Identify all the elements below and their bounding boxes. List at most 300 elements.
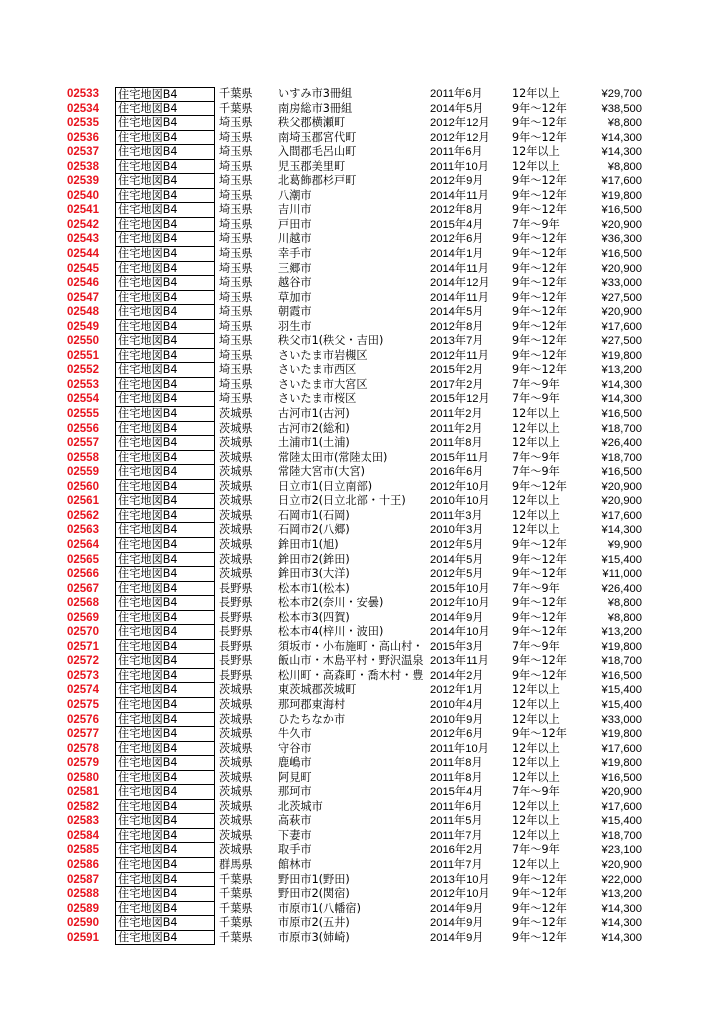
edition-date: 2011年5月	[430, 815, 483, 828]
age-range: 9年～12年	[512, 537, 567, 551]
price: ¥18,700	[601, 422, 642, 435]
table-row	[0, 218, 724, 233]
age-range: 9年～12年	[512, 232, 567, 246]
table-row	[0, 625, 724, 640]
prefecture: 茨城県	[219, 494, 253, 508]
item-code: 02581	[67, 786, 99, 799]
price: ¥20,900	[601, 218, 642, 231]
age-range: 9年～12年	[512, 887, 567, 901]
product-type: 住宅地図B4	[115, 785, 215, 800]
table-row	[0, 523, 724, 538]
price: ¥11,000	[602, 568, 642, 581]
prefecture: 茨城県	[219, 697, 253, 711]
prefecture: 埼玉県	[219, 305, 253, 319]
area-name: さいたま市西区	[278, 363, 357, 377]
edition-date: 2011年6月	[430, 146, 483, 159]
area-name: 石岡市2(八郷)	[278, 523, 350, 537]
age-range: 7年～9年	[512, 785, 560, 799]
age-range: 9年～12年	[512, 625, 567, 639]
age-range: 9年～12年	[512, 668, 567, 682]
age-range: 12年以上	[512, 770, 560, 784]
prefecture: 茨城県	[219, 799, 253, 813]
edition-date: 2011年2月	[430, 422, 483, 435]
table-row	[0, 742, 724, 757]
age-range: 9年～12年	[512, 872, 567, 886]
item-code: 02584	[67, 829, 99, 842]
area-name: 市原市1(八幡宿)	[278, 901, 361, 915]
product-type: 住宅地図B4	[115, 203, 215, 218]
area-name: 川越市	[278, 232, 312, 246]
area-name: 高萩市	[278, 814, 312, 828]
age-range: 9年～12年	[512, 334, 567, 348]
area-name: さいたま市大宮区	[278, 377, 368, 391]
edition-date: 2013年7月	[430, 335, 484, 348]
edition-date: 2012年6月	[430, 233, 484, 246]
table-row	[0, 451, 724, 466]
edition-date: 2014年11月	[430, 262, 489, 275]
age-range: 9年～12年	[512, 610, 567, 624]
prefecture: 茨城県	[219, 727, 253, 741]
age-range: 7年～9年	[512, 450, 560, 464]
product-type: 住宅地図B4	[115, 334, 215, 349]
age-range: 12年以上	[512, 814, 560, 828]
prefecture: 千葉県	[219, 901, 253, 915]
table-row	[0, 262, 724, 277]
price: ¥15,400	[601, 698, 642, 711]
prefecture: 茨城県	[219, 523, 253, 537]
price: ¥14,300	[601, 131, 642, 144]
price: ¥36,300	[601, 233, 642, 246]
product-type: 住宅地図B4	[115, 407, 215, 422]
item-code: 02536	[67, 131, 99, 144]
age-range: 7年～9年	[512, 465, 560, 479]
area-name: 下妻市	[278, 828, 312, 842]
price: ¥15,400	[601, 815, 642, 828]
table-row	[0, 538, 724, 553]
edition-date: 2014年9月	[430, 917, 484, 930]
product-type: 住宅地図B4	[115, 363, 215, 378]
item-code: 02552	[67, 364, 99, 377]
prefecture: 茨城県	[219, 537, 253, 551]
edition-date: 2010年9月	[430, 713, 484, 726]
product-type: 住宅地図B4	[115, 509, 215, 524]
product-type: 住宅地図B4	[115, 916, 215, 931]
area-name: 鉾田市2(鉾田)	[278, 552, 350, 566]
price: ¥38,500	[601, 102, 642, 115]
age-range: 12年以上	[512, 741, 560, 755]
item-code: 02587	[67, 873, 99, 886]
age-range: 9年～12年	[512, 727, 567, 741]
edition-date: 2011年8月	[430, 437, 483, 450]
edition-date: 2014年2月	[430, 669, 484, 682]
prefecture: 茨城県	[219, 407, 253, 421]
item-code: 02586	[67, 858, 99, 871]
age-range: 9年～12年	[512, 116, 567, 130]
age-range: 7年～9年	[512, 217, 560, 231]
area-name: 飯山市・木島平村・野沢温泉	[278, 654, 424, 668]
age-range: 9年～12年	[512, 348, 567, 362]
age-range: 9年～12年	[512, 101, 567, 115]
price: ¥16,500	[601, 771, 642, 784]
prefecture: 埼玉県	[219, 377, 253, 391]
prefecture: 埼玉県	[219, 276, 253, 290]
item-code: 02560	[67, 480, 99, 493]
product-type: 住宅地図B4	[115, 232, 215, 247]
edition-date: 2012年10月	[430, 480, 490, 493]
price: ¥17,600	[601, 742, 642, 755]
prefecture: 茨城県	[219, 508, 253, 522]
area-name: 鹿嶋市	[278, 756, 312, 770]
prefecture: 埼玉県	[219, 319, 253, 333]
prefecture: 長野県	[219, 596, 253, 610]
edition-date: 2012年10月	[430, 888, 490, 901]
product-type: 住宅地図B4	[115, 800, 215, 815]
price: ¥17,600	[601, 509, 642, 522]
age-range: 9年～12年	[512, 174, 567, 188]
area-name: 牛久市	[278, 727, 312, 741]
item-code: 02574	[67, 684, 99, 697]
item-code: 02553	[67, 378, 99, 391]
product-type: 住宅地図B4	[115, 829, 215, 844]
area-name: さいたま市桜区	[278, 392, 357, 406]
table-row	[0, 320, 724, 335]
area-name: 野田市1(野田)	[278, 872, 350, 886]
price: ¥20,900	[601, 262, 642, 275]
prefecture: 埼玉県	[219, 116, 253, 130]
price: ¥15,400	[601, 684, 642, 697]
product-type: 住宅地図B4	[115, 465, 215, 480]
price: ¥8,800	[607, 597, 642, 610]
edition-date: 2014年5月	[430, 102, 484, 115]
edition-date: 2014年11月	[430, 291, 489, 304]
product-type: 住宅地図B4	[115, 392, 215, 407]
product-type: 住宅地図B4	[115, 713, 215, 728]
item-code: 02573	[67, 669, 99, 682]
table-row	[0, 596, 724, 611]
price: ¥8,800	[607, 160, 642, 173]
age-range: 7年～9年	[512, 843, 560, 857]
age-range: 9年～12年	[512, 479, 567, 493]
area-name: 常陸太田市(常陸太田)	[278, 450, 388, 464]
table-row	[0, 902, 724, 917]
price: ¥20,900	[601, 786, 642, 799]
edition-date: 2010年3月	[430, 524, 484, 537]
area-name: 鉾田市3(大洋)	[278, 567, 350, 581]
prefecture: 埼玉県	[219, 247, 253, 261]
item-code: 02555	[67, 408, 99, 421]
item-code: 02539	[67, 175, 99, 188]
price: ¥20,900	[601, 495, 642, 508]
prefecture: 長野県	[219, 625, 253, 639]
prefecture: 千葉県	[219, 916, 253, 930]
price: ¥27,500	[601, 335, 642, 348]
age-range: 12年以上	[512, 145, 560, 159]
age-range: 9年～12年	[512, 916, 567, 930]
area-name: 石岡市1(石岡)	[278, 508, 350, 522]
prefecture: 埼玉県	[219, 261, 253, 275]
age-range: 9年～12年	[512, 247, 567, 261]
table-row	[0, 392, 724, 407]
item-code: 02542	[67, 218, 99, 231]
prefecture: 茨城県	[219, 770, 253, 784]
table-row	[0, 640, 724, 655]
product-type: 住宅地図B4	[115, 523, 215, 538]
prefecture: 茨城県	[219, 436, 253, 450]
area-name: 八潮市	[278, 188, 312, 202]
item-code: 02571	[67, 640, 99, 653]
table-row	[0, 916, 724, 931]
price: ¥19,800	[601, 728, 642, 741]
area-name: 三郷市	[278, 261, 312, 275]
item-code: 02579	[67, 757, 99, 770]
area-name: 那珂市	[278, 785, 312, 799]
area-name: 館林市	[278, 857, 312, 871]
item-code: 02562	[67, 509, 99, 522]
price: ¥13,200	[601, 888, 642, 901]
table-row	[0, 189, 724, 204]
price: ¥17,600	[601, 800, 642, 813]
age-range: 12年以上	[512, 697, 560, 711]
table-row	[0, 727, 724, 742]
product-type: 住宅地図B4	[115, 436, 215, 451]
product-type: 住宅地図B4	[115, 480, 215, 495]
age-range: 9年～12年	[512, 261, 567, 275]
price: ¥19,800	[601, 349, 642, 362]
product-type: 住宅地図B4	[115, 320, 215, 335]
area-name: 松本市4(梓川・波田)	[278, 625, 384, 639]
area-name: 秩父郡横瀬町	[278, 116, 346, 130]
item-code: 02538	[67, 160, 99, 173]
product-type: 住宅地図B4	[115, 494, 215, 509]
table-row	[0, 654, 724, 669]
item-code: 02545	[67, 262, 99, 275]
product-type: 住宅地図B4	[115, 291, 215, 306]
product-type: 住宅地図B4	[115, 683, 215, 698]
age-range: 9年～12年	[512, 654, 567, 668]
item-code: 02580	[67, 771, 99, 784]
item-code: 02567	[67, 582, 99, 595]
table-row	[0, 713, 724, 728]
item-code: 02547	[67, 291, 99, 304]
price: ¥16,500	[601, 204, 642, 217]
product-type: 住宅地図B4	[115, 596, 215, 611]
product-type: 住宅地図B4	[115, 451, 215, 466]
edition-date: 2012年12月	[430, 131, 490, 144]
product-type: 住宅地図B4	[115, 887, 215, 902]
table-row	[0, 683, 724, 698]
age-range: 12年以上	[512, 436, 560, 450]
table-row	[0, 931, 724, 946]
product-type: 住宅地図B4	[115, 174, 215, 189]
price: ¥20,900	[601, 858, 642, 871]
product-type: 住宅地図B4	[115, 218, 215, 233]
prefecture: 埼玉県	[219, 188, 253, 202]
table-row	[0, 102, 724, 117]
prefecture: 埼玉県	[219, 290, 253, 304]
table-row	[0, 814, 724, 829]
price: ¥13,200	[601, 364, 642, 377]
area-name: 日立市2(日立北部・十王)	[278, 494, 406, 508]
edition-date: 2016年6月	[430, 466, 484, 479]
price: ¥33,000	[601, 277, 642, 290]
edition-date: 2014年9月	[430, 931, 484, 944]
product-type: 住宅地図B4	[115, 189, 215, 204]
table-row	[0, 785, 724, 800]
item-code: 02544	[67, 248, 99, 261]
table-row	[0, 116, 724, 131]
area-name: 秩父市1(秩父・吉田)	[278, 334, 384, 348]
item-code: 02577	[67, 728, 99, 741]
table-row	[0, 160, 724, 175]
item-code: 02576	[67, 713, 99, 726]
product-type: 住宅地図B4	[115, 116, 215, 131]
price: ¥26,400	[601, 437, 642, 450]
area-name: 北葛飾郡杉戸町	[278, 174, 357, 188]
item-code: 02568	[67, 597, 99, 610]
product-type: 住宅地図B4	[115, 669, 215, 684]
table-row	[0, 800, 724, 815]
edition-date: 2014年5月	[430, 553, 484, 566]
price: ¥17,600	[601, 175, 642, 188]
prefecture: 茨城県	[219, 843, 253, 857]
table-row	[0, 553, 724, 568]
table-row	[0, 582, 724, 597]
prefecture: 埼玉県	[219, 145, 253, 159]
item-code: 02570	[67, 626, 99, 639]
table-row	[0, 465, 724, 480]
area-name: 越谷市	[278, 276, 312, 290]
edition-date: 2012年9月	[430, 175, 484, 188]
edition-date: 2015年2月	[430, 364, 484, 377]
edition-date: 2011年3月	[430, 509, 483, 522]
item-code: 02557	[67, 437, 99, 450]
item-code: 02583	[67, 815, 99, 828]
area-name: 市原市2(五井)	[278, 916, 350, 930]
edition-date: 2015年3月	[430, 640, 484, 653]
area-name: 松本市3(四賀)	[278, 610, 350, 624]
prefecture: 茨城県	[219, 421, 253, 435]
table-row	[0, 858, 724, 873]
area-name: 阿見町	[278, 770, 312, 784]
product-type: 住宅地図B4	[115, 538, 215, 553]
area-name: 市原市3(姉崎)	[278, 930, 350, 944]
area-name: いすみ市3冊組	[278, 87, 353, 100]
prefecture: 埼玉県	[219, 159, 253, 173]
item-code: 02559	[67, 466, 99, 479]
prefecture: 茨城県	[219, 450, 253, 464]
price: ¥19,800	[601, 189, 642, 202]
area-name: 古河市2(総和)	[278, 421, 350, 435]
price: ¥8,800	[607, 611, 642, 624]
age-range: 12年以上	[512, 712, 560, 726]
table-row	[0, 436, 724, 451]
item-code: 02534	[67, 102, 99, 115]
table-row	[0, 363, 724, 378]
product-type: 住宅地図B4	[115, 858, 215, 873]
product-type: 住宅地図B4	[115, 640, 215, 655]
edition-date: 2014年9月	[430, 611, 484, 624]
age-range: 12年以上	[512, 159, 560, 173]
prefecture: 茨城県	[219, 741, 253, 755]
price: ¥14,300	[601, 393, 642, 406]
product-type: 住宅地図B4	[115, 931, 215, 946]
item-code: 02549	[67, 320, 99, 333]
product-type: 住宅地図B4	[115, 843, 215, 858]
table-row	[0, 276, 724, 291]
edition-date: 2012年1月	[430, 684, 484, 697]
product-type: 住宅地図B4	[115, 87, 215, 102]
item-code: 02590	[67, 917, 99, 930]
prefecture: 長野県	[219, 654, 253, 668]
product-type: 住宅地図B4	[115, 305, 215, 320]
edition-date: 2011年10月	[430, 742, 489, 755]
price: ¥23,100	[601, 844, 642, 857]
prefecture: 埼玉県	[219, 130, 253, 144]
edition-date: 2014年11月	[430, 189, 489, 202]
edition-date: 2011年8月	[430, 771, 483, 784]
product-type: 住宅地図B4	[115, 131, 215, 146]
area-name: 南房総市3冊組	[278, 101, 353, 115]
product-type: 住宅地図B4	[115, 756, 215, 771]
edition-date: 2014年5月	[430, 306, 484, 319]
prefecture: 千葉県	[219, 872, 253, 886]
product-type: 住宅地図B4	[115, 553, 215, 568]
price: ¥9,900	[607, 538, 642, 551]
prefecture: 茨城県	[219, 712, 253, 726]
prefecture: 千葉県	[219, 887, 253, 901]
product-type: 住宅地図B4	[115, 727, 215, 742]
edition-date: 2013年11月	[430, 655, 489, 668]
age-range: 9年～12年	[512, 319, 567, 333]
item-code: 02565	[67, 553, 99, 566]
prefecture: 埼玉県	[219, 334, 253, 348]
price: ¥16,500	[601, 669, 642, 682]
item-code: 02548	[67, 306, 99, 319]
edition-date: 2012年11月	[430, 349, 489, 362]
product-type: 住宅地図B4	[115, 814, 215, 829]
price: ¥14,300	[601, 378, 642, 391]
area-name: 羽生市	[278, 319, 312, 333]
price: ¥16,500	[601, 466, 642, 479]
area-name: 東茨城郡茨城町	[278, 683, 357, 697]
table-row	[0, 698, 724, 713]
prefecture: 茨城県	[219, 785, 253, 799]
age-range: 9年～12年	[512, 188, 567, 202]
age-range: 7年～9年	[512, 639, 560, 653]
edition-date: 2011年6月	[430, 88, 483, 100]
product-type: 住宅地図B4	[115, 873, 215, 888]
edition-date: 2015年11月	[430, 451, 489, 464]
area-name: 南埼玉郡宮代町	[278, 130, 357, 144]
price-list-table	[0, 87, 724, 945]
edition-date: 2010年10月	[430, 495, 490, 508]
edition-date: 2014年10月	[430, 626, 490, 639]
table-row	[0, 145, 724, 160]
edition-date: 2015年4月	[430, 218, 484, 231]
age-range: 9年～12年	[512, 130, 567, 144]
table-row	[0, 87, 724, 102]
edition-date: 2015年12月	[430, 393, 490, 406]
edition-date: 2011年7月	[430, 829, 483, 842]
price: ¥33,000	[601, 713, 642, 726]
age-range: 9年～12年	[512, 276, 567, 290]
price: ¥18,700	[601, 451, 642, 464]
item-code: 02541	[67, 204, 99, 217]
edition-date: 2011年10月	[430, 160, 489, 173]
age-range: 9年～12年	[512, 901, 567, 915]
age-range: 9年～12年	[512, 552, 567, 566]
age-range: 12年以上	[512, 523, 560, 537]
